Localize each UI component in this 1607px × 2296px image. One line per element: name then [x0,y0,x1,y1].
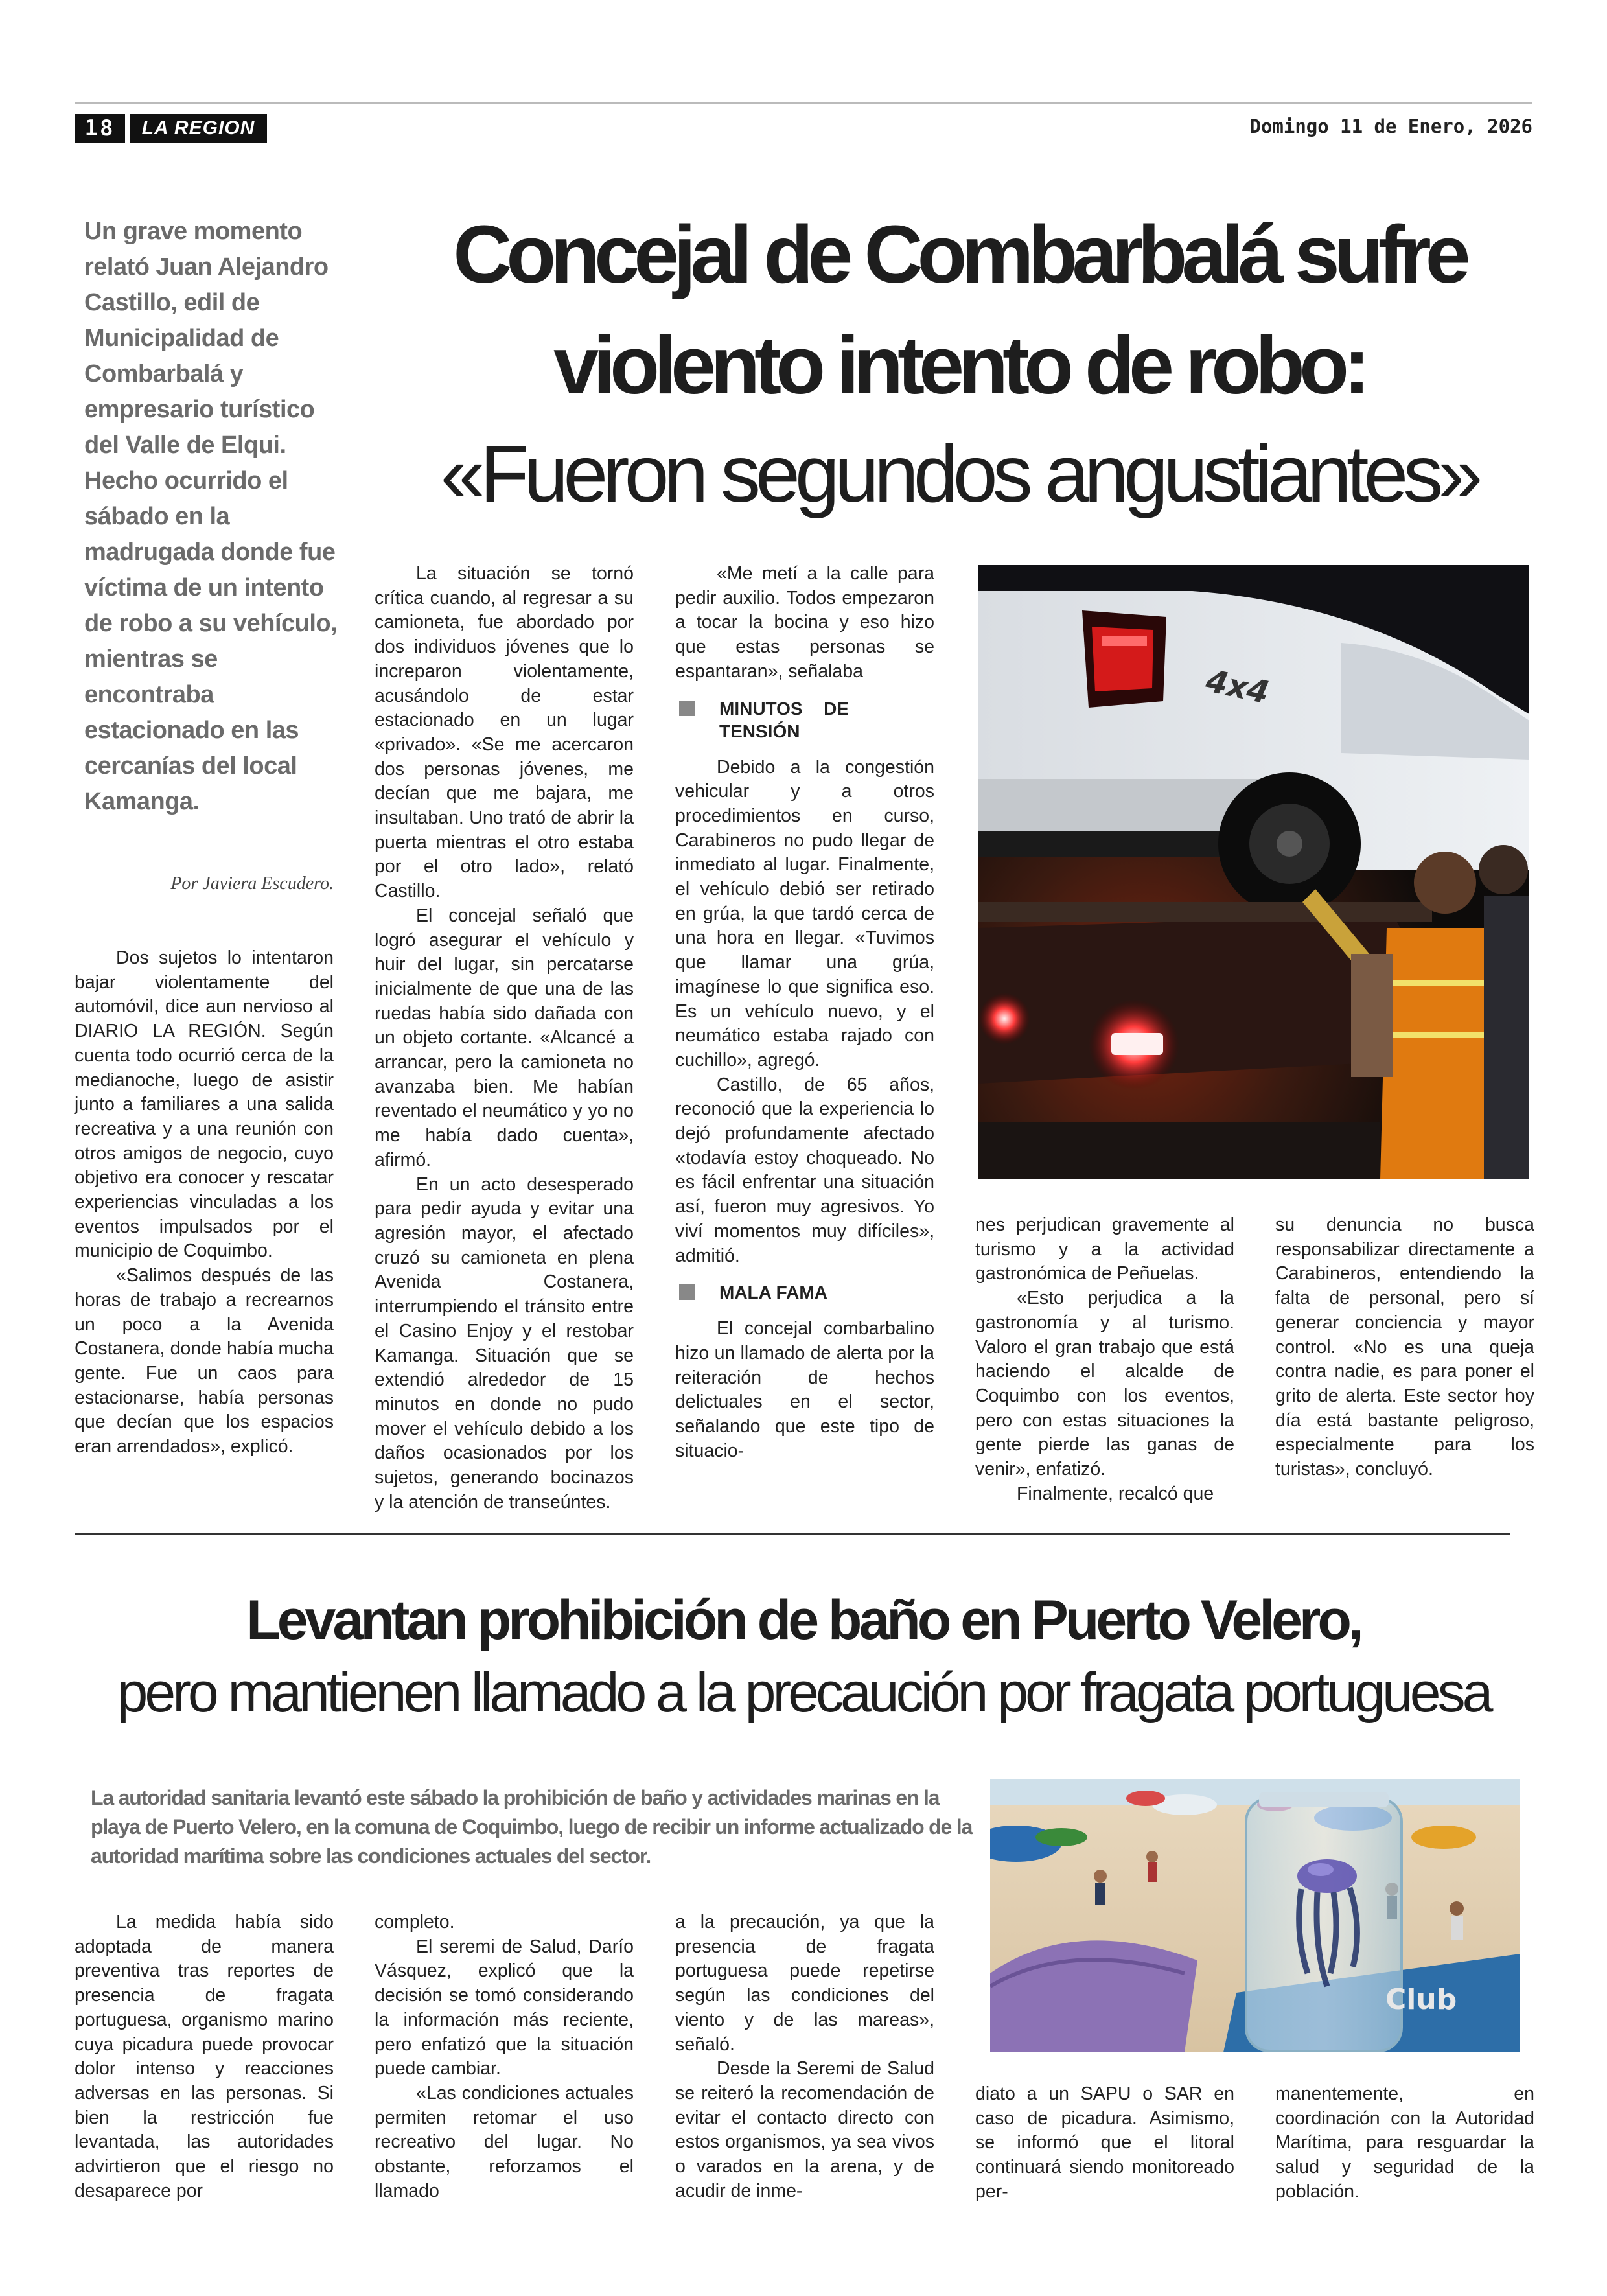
article1-column-5 [1275,1213,1534,1482]
article1-photo-truck-on-tow [978,565,1529,1179]
article1-column-4 [975,1213,1234,1506]
paragraph: La medida había sido adoptada de manera preventiva tras reportes de presencia de fragata portuguesa, organismo marino cuya picadura puede provocar dolor intenso y reacciones adversas en las personas. Si bien la restricción fue levantada, las autoridades advirtieron que el riesgo no desaparece por [75,1912,334,2201]
article2-column-1 [75,1910,334,2203]
article1-headline-line2: violento intento de robo: [553,319,1365,411]
issue-date: Domingo 11 de Enero, 2026 [1249,115,1532,137]
paragraph: El concejal combarbalino hizo un llamado de alerta por la reiteración de hechos delictuales en el sector, señalando que este tipo de situacio- [675,1318,934,1461]
paragraph: «Salimos después de las horas de trabajo a recrearnos un poco a la Avenida Costanera, donde había mucha gente. Fue un caos para estacionarse, había personas que decían que los espacios eran arrendados», explicó. [75,1265,334,1457]
photo-badge: 4x4 [1203,662,1273,712]
article2-headline-line2: pero mantienen llamado a la precaución por fragata portuguesa [117,1662,1490,1724]
paragraph: Finalmente, recalcó que [1017,1483,1214,1504]
article2-headline [75,1586,1532,1732]
paragraph: su denuncia no busca responsabilizar directamente a Carabineros, entendiendo la falta de personal, pero sí generar conciencia y mayor control. «No es una queja contra nadie, es para poner el grito de alerta. Este sector hoy día está bastante peligroso, especialmente para los turistas», concluyó. [1275,1214,1534,1480]
article1-column-2 [375,562,634,1514]
paragraph: Desde la Seremi de Salud se reiteró la recomendación de evitar el contacto directo con estos organismos, ya sea vivos o varados en la arena, y de acudir de inme- [675,2058,934,2201]
header-rule [75,102,1532,104]
subheading-text: MINUTOS DE TENSIÓN [719,698,849,741]
subheading-text: MALA FAMA [719,1282,827,1303]
paragraph: Debido a la congestión vehicular y a otros procedimientos en curso, Carabineros no pudo llegar de inmediato al lugar. Finalmente, el vehículo debió ser retirado en grúa, la que tardó cerca de una hora en llegar. «Tuvimos que llamar una grúa, imagínese lo que significa eso. Es un vehículo nuevo, y el neumático estaba rajado con cuchillo», agregó. [675,756,934,1071]
article2-column-3 [675,1910,934,2203]
article1-column-3 [675,562,934,1464]
paragraph: La situación se tornó crítica cuando, al regresar a su camioneta, fue abordado por dos individuos jóvenes que lo increparon violentamente, acusándolo de estar estacionado en un lugar «privado». «Se me acercaron dos personas jóvenes, me decían que me bajara, me insultaban. Uno trató de abrir la puerta mientras el otro estaba por el otro lado», relató Castillo. [375,563,634,902]
article1-lead: Un grave momento relató Juan Alejandro Castillo, edil de Municipalidad de Combarbalá y empresario turístico del Valle de Elqui. Hecho ocurrido el sábado en la madrugada donde fue víctima de un intento de robo a su vehículo, mientras se encontraba estacionado en las cercanías del local Kamanga. [84,218,338,815]
paragraph: nes perjudican gravemente al turismo y a la actividad gastronómica de Peñuelas. [975,1214,1234,1284]
paragraph: «Esto perjudica a la gastronomía y al turismo. Valoro el gran trabajo que está haciendo el alcalde de Coquimbo con los eventos, pero con estas situaciones la gente pierde las ganas de venir», enfatizó. [975,1288,1234,1480]
paragraph: El concejal señaló que logró asegurar el vehículo y huir del lugar, sin percatarse inicialmente de que una de las ruedas había sido dañada con un objeto cortante. «Alcancé a arrancar, pero la camioneta no avanzaba bien. Me habían reventado el neumático y yo no me había dado cuenta», afirmó. [375,905,634,1170]
article2-column-4 [975,2082,1234,2205]
article1-headline-line1: Concejal de Combarbalá sufre [453,209,1465,300]
article2-lead: La autoridad sanitaria levantó este sábado la prohibición de baño y actividades marinas en la playa de Puerto Velero, en la comuna de Coquimbo, luego de recibir un informe actualizado de la autoridad marítima sobre las condiciones actuales del sector. [91,1786,973,1868]
paragraph: «Me metí a la calle para pedir auxilio. Todos empezaron a tocar la bocina y eso hizo que estas personas se espantaran», señalaba [675,563,934,682]
jar-label: Club [1385,1983,1457,2016]
article2-column-2 [375,1910,634,2203]
paragraph: «Las condiciones actuales permiten retomar el uso recreativo del lugar. No obstante, reforzamos el llamado [375,2082,634,2201]
paragraph: Dos sujetos lo intentaron bajar violentamente del automóvil, dice aun nervioso al DIARIO LA REGIÓN. Según cuenta todo ocurrió cerca de la medianoche, luego de asistir junto a familiares a una salida recreativa y a una reunión con otros amigos de negocio, cuyo objetivo era conocer y rescatar experiencias vinculadas a los eventos impulsados por el municipio de Coquimbo. [75,947,334,1262]
paragraph: El seremi de Salud, Darío Vásquez, explicó que la decisión se tomó considerando la información más reciente, pero enfatizó que la situación puede cambiar. [375,1936,634,2080]
paragraph: manentemente, en coordinación con la Autoridad Marítima, para resguardar la salud y seguridad de la población. [1275,2083,1534,2202]
section-divider [75,1533,1510,1535]
page-number: 18 [75,114,125,143]
paragraph: En un acto desesperado para pedir ayuda y evitar una agresión mayor, el afectado cruzó su camioneta en plena Avenida Costanera, interrumpiendo el tránsito entre el Casino Enjoy y el restobar Kamanga. Situación que se extendió alrededor de 15 minutos en donde no pudo mover el vehículo debido a los daños ocasionados por los sujetos, generando bocinazos y la atención de transeúntes. [375,1174,634,1513]
article1-headline [363,198,1555,529]
article1-column-1 [75,946,334,1459]
square-bullet-icon [679,1284,695,1300]
article1-headline-quote: «Fueron segundos angustiantes» [440,430,1478,519]
article2-column-5 [1275,2082,1534,2205]
paragraph: a la precaución, ya que la presencia de fragata portuguesa puede repetirse según las condiciones del viento y de las mareas», señaló. [675,1912,934,2055]
article2-photo-jar-on-beach [990,1779,1520,2052]
paragraph: Castillo, de 65 años, reconoció que la experiencia lo dejó profundamente afectado «todavía estoy choqueado. No es fácil enfrentar una situación así, fueron muy agresivos. Yo viví momentos muy difíciles», admitió. [675,1074,934,1266]
paragraph: completo. [375,1912,455,1932]
paragraph: diato a un SAPU o SAR en caso de picadura. Asimismo, se informó que el litoral continuará siendo monitoreado per- [975,2083,1234,2202]
subheading-mala-fama [675,1281,934,1304]
square-bullet-icon [679,701,695,716]
masthead-logo: LA REGION [130,114,267,143]
subheading-minutos-de-tension [675,697,934,743]
article1-byline: Por Javiera Escudero. [170,874,334,894]
article2-headline-line1: Levantan prohibición de baño en Puerto Velero, [246,1589,1361,1651]
